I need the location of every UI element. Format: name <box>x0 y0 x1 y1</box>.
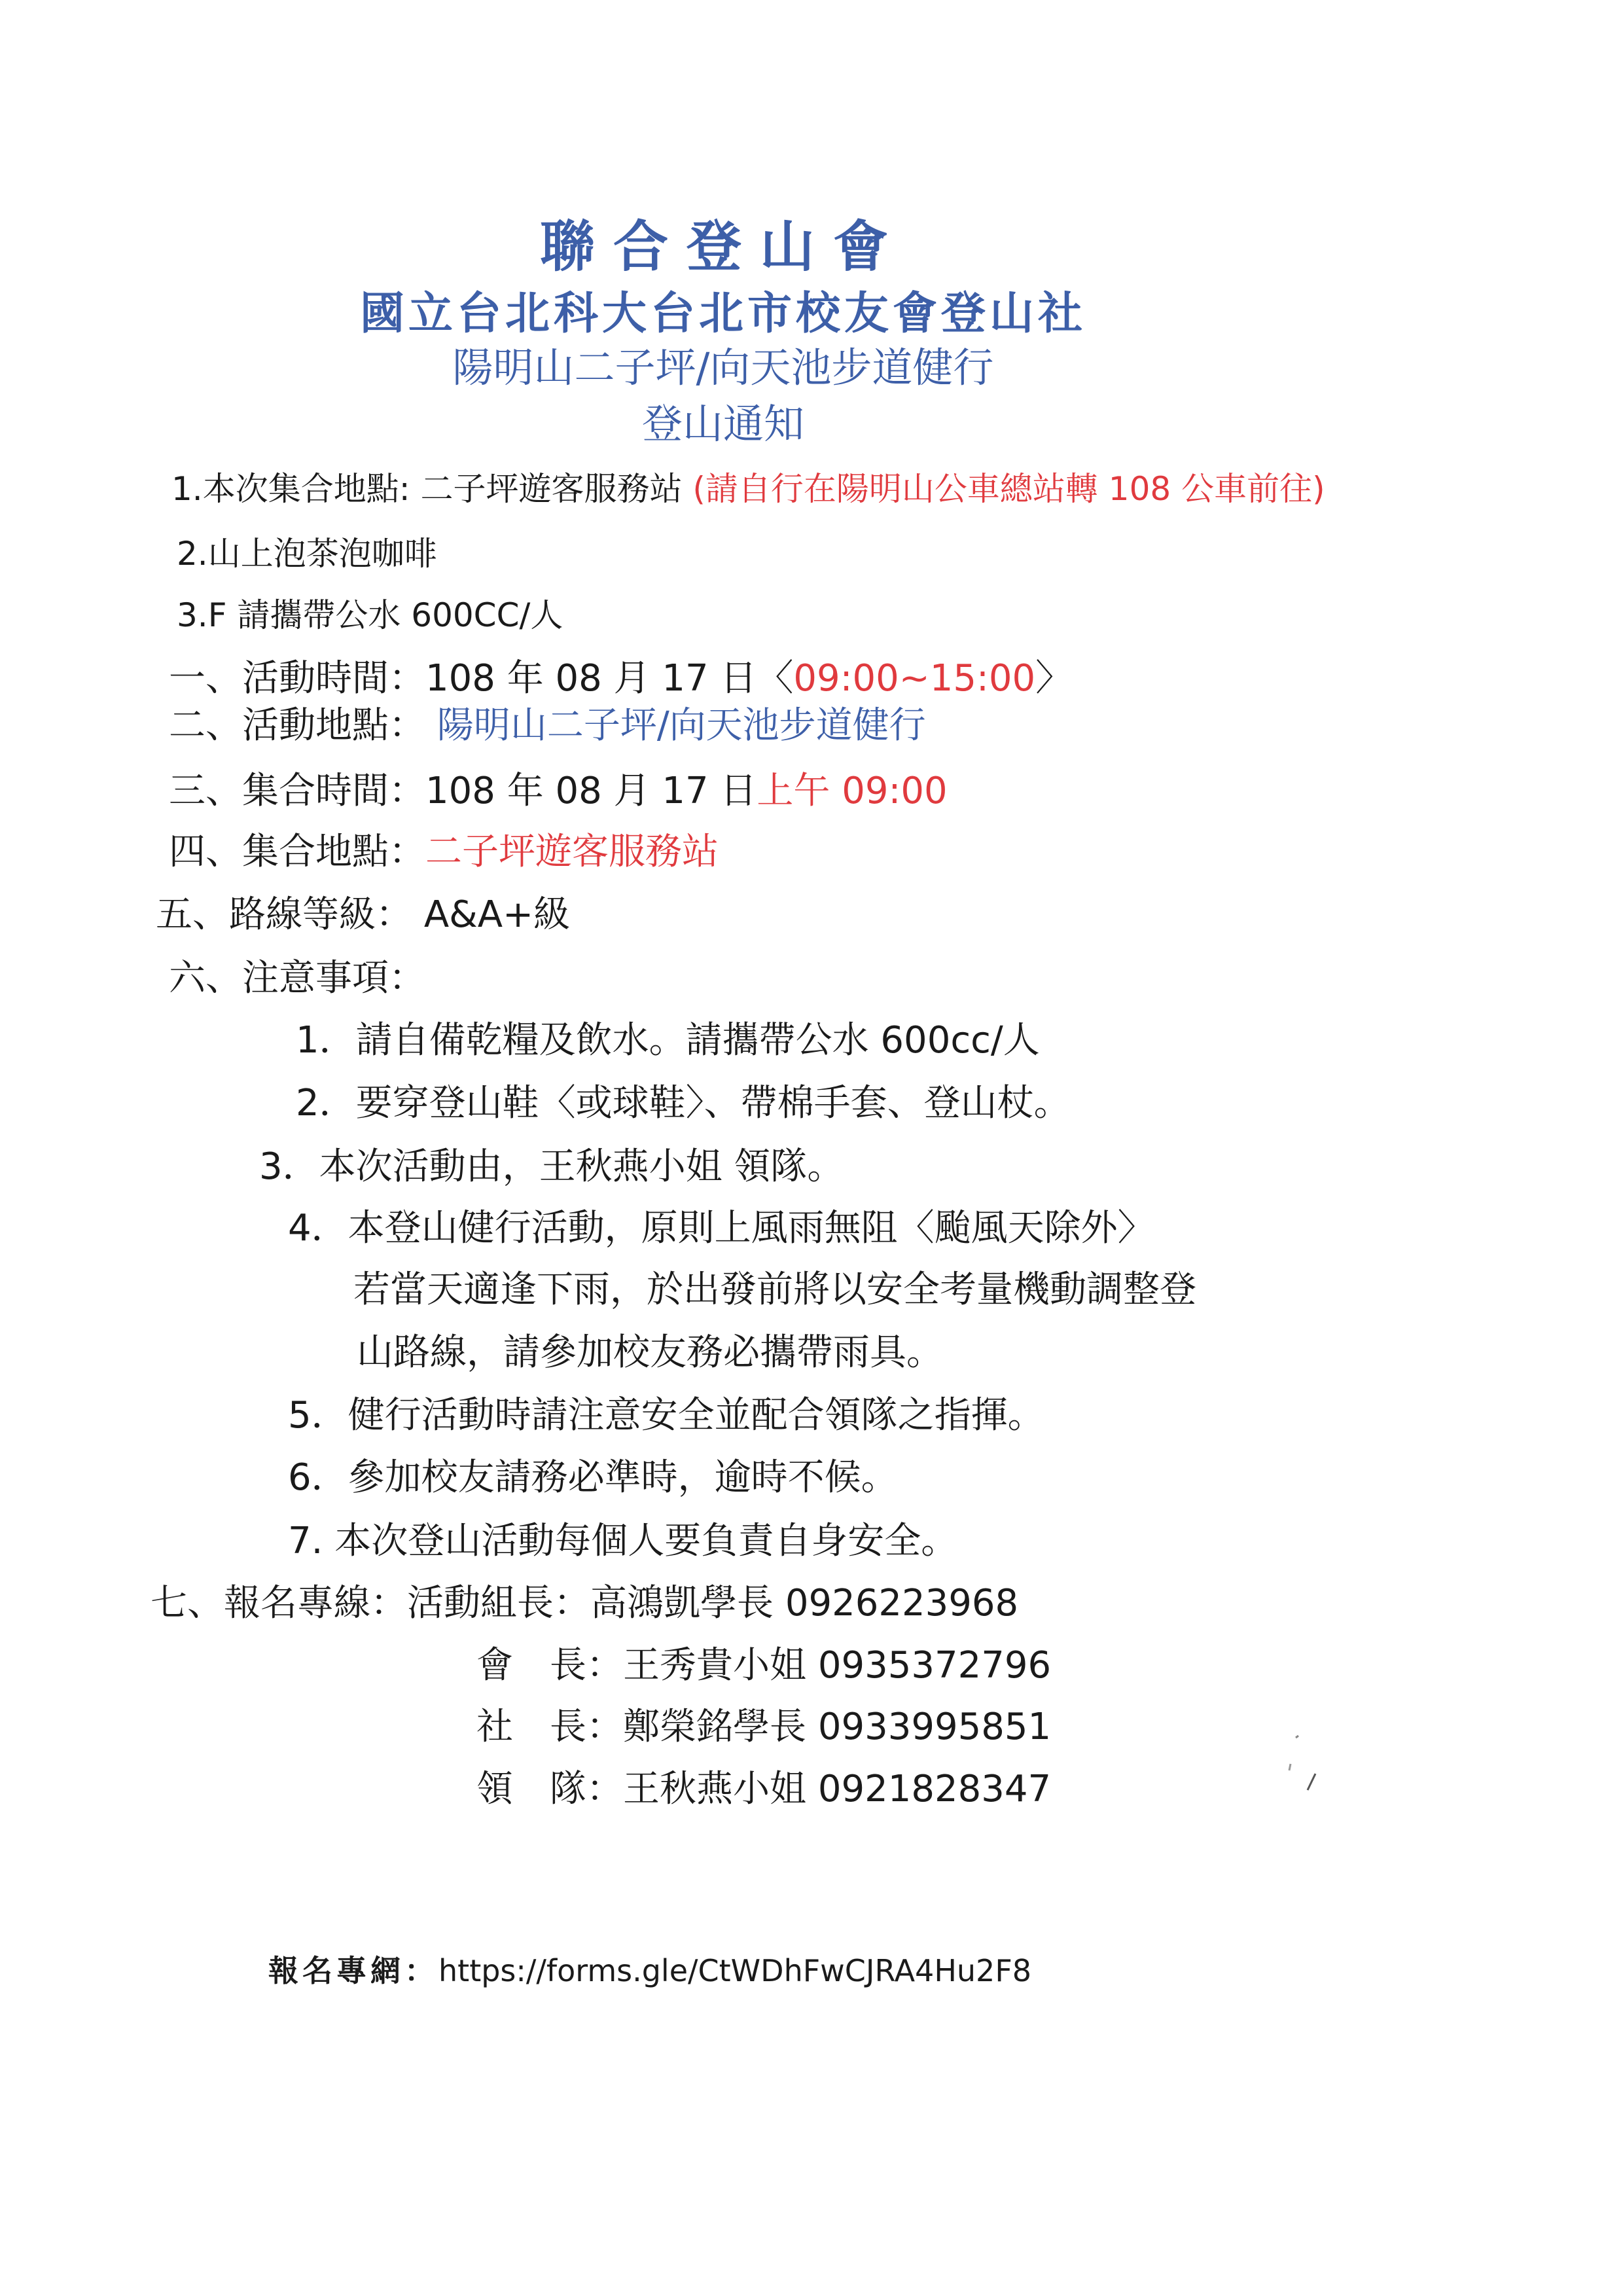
note-3: 3.F 請攜帶公水 600CC/人 <box>177 596 563 634</box>
scan-speck-marks <box>1283 1728 1322 1806</box>
contact-name: 高鴻凱學長 <box>590 1582 774 1624</box>
contact-name: 王秀貴小姐 <box>623 1644 806 1687</box>
contact-phone: 0921828347 <box>817 1768 1052 1810</box>
section-meet-time <box>169 762 948 814</box>
section-activity-place <box>169 696 926 749</box>
signup-line <box>268 1947 1031 1990</box>
meet-time-value: 上午 09:00 <box>757 770 948 812</box>
organization-name: 國立台北科大台北市校友會登山社 <box>359 287 1086 340</box>
route-grade-label: 五、路線等級： <box>156 893 412 936</box>
notice-heading: 登山通知 <box>641 400 804 448</box>
contact-phone: 0926223968 <box>785 1582 1019 1624</box>
precaution-5: 5．健行活動時請注意安全並配合領隊之指揮。 <box>288 1394 1044 1437</box>
note-2: 2.山上泡茶泡咖啡 <box>177 535 437 573</box>
activity-place-label: 二、活動地點： <box>169 704 425 747</box>
precaution-6: 6．參加校友請務必準時，逾時不候。 <box>288 1456 898 1499</box>
contact-phone: 0935372796 <box>817 1644 1052 1687</box>
precaution-3: 3．本次活動由，王秋燕小姐 領隊。 <box>259 1145 844 1188</box>
contact-row <box>476 1760 1051 1812</box>
route-grade-value: A&A+級 <box>423 893 571 936</box>
meet-place-value: 二子坪遊客服務站 <box>425 831 719 873</box>
contact-role: 社 長： <box>476 1706 623 1748</box>
section-notes-header: 六、注意事項： <box>169 957 425 999</box>
section-activity-time <box>169 649 1072 702</box>
signup-label: 報名專網： <box>268 1953 438 1988</box>
signup-url[interactable]: https://forms.gle/CtWDhFwCJRA4Hu2F8 <box>438 1953 1032 1988</box>
note-1-text: 1.本次集合地點: 二子坪遊客服務站 <box>171 470 683 508</box>
meet-time-label: 三、集合時間：108 年 08 月 17 日 <box>169 770 757 812</box>
activity-time-suffix: 〉 <box>1035 657 1073 700</box>
contacts-header: 七、報名專線： <box>151 1582 407 1624</box>
contact-role: 領 隊： <box>476 1768 623 1810</box>
precaution-7: 7. 本次登山活動每個人要負責自身安全。 <box>288 1520 958 1562</box>
precaution-1: 1．請自備乾糧及飲水。請攜帶公水 600cc/人 <box>296 1019 1040 1062</box>
contact-name: 鄭榮銘學長 <box>623 1706 806 1748</box>
contact-role: 活動組長： <box>407 1582 590 1624</box>
section-route-grade <box>156 886 570 938</box>
section-contacts <box>151 1574 1018 1626</box>
activity-place-value: 陽明山二子坪/向天池步道健行 <box>437 704 926 747</box>
document-title: 聯合登山會 <box>539 214 906 279</box>
activity-time-label: 一、活動時間：108 年 08 月 17 日〈 <box>169 657 794 700</box>
meet-place-label: 四、集合地點： <box>169 831 425 873</box>
contact-role: 會 長： <box>476 1644 623 1687</box>
note-1-highlight: (請自行在陽明山公車總站轉 108 公車前往) <box>692 470 1325 508</box>
precaution-4-line-3: 山路線，請參加校友務必攜帶雨具。 <box>357 1331 943 1374</box>
contact-row <box>476 1636 1051 1689</box>
event-name: 陽明山二子坪/向天池步道健行 <box>452 344 994 391</box>
precaution-4-line-2: 若當天適逢下雨，於出發前將以安全考量機動調整登 <box>353 1268 1196 1311</box>
contact-row <box>476 1698 1051 1750</box>
section-meet-place <box>169 823 719 875</box>
precaution-4: 4．本登山健行活動，原則上風雨無阻〈颱風天除外〉 <box>288 1207 1154 1249</box>
precaution-2: 2．要穿登山鞋〈或球鞋〉、帶棉手套、登山杖。 <box>296 1082 1071 1124</box>
note-1 <box>171 463 1325 510</box>
activity-time-range: 09:00~15:00 <box>793 657 1036 700</box>
contact-name: 王秋燕小姐 <box>623 1768 806 1810</box>
contact-phone: 0933995851 <box>817 1706 1052 1748</box>
